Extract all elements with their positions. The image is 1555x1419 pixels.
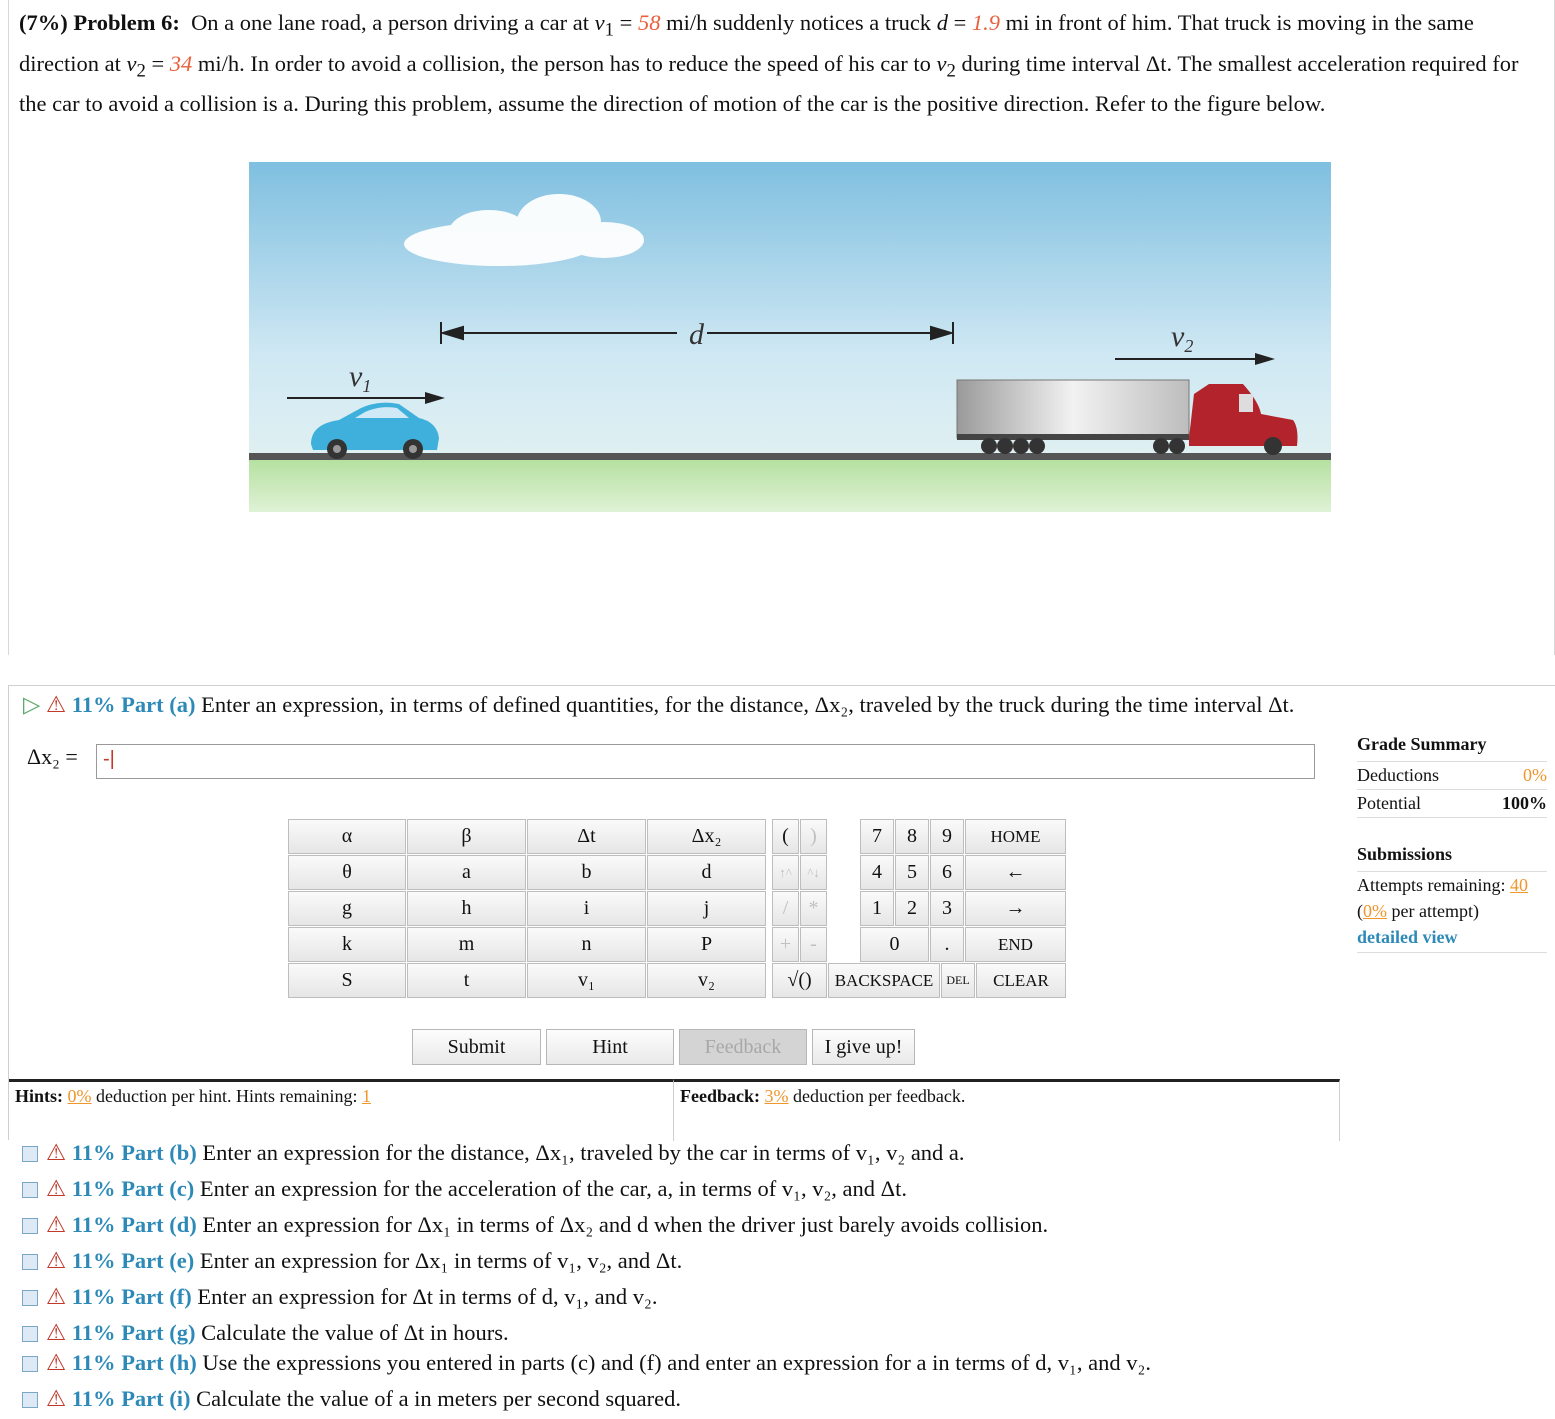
hints-remaining: 1 xyxy=(361,1086,371,1106)
feedback-button[interactable]: Feedback xyxy=(679,1029,807,1065)
submissions-title: Submissions xyxy=(1357,844,1547,872)
key-4[interactable]: 4 xyxy=(860,855,894,890)
key-3[interactable]: 3 xyxy=(930,891,964,926)
v2-value: 34 xyxy=(169,50,193,76)
key-v1[interactable]: v₁ xyxy=(527,963,646,998)
hints-text: deduction per hint. Hints remaining: xyxy=(96,1086,358,1106)
warning-icon: ⚠ xyxy=(46,1140,67,1165)
hints-label: Hints: xyxy=(15,1086,64,1106)
deductions-row xyxy=(1357,762,1547,790)
potential-value: 100% xyxy=(1502,793,1547,813)
part-i-text: Calculate the value of a in meters per second squared. xyxy=(196,1386,681,1411)
key-sqrt[interactable]: √() xyxy=(772,963,827,998)
key-2[interactable]: 2 xyxy=(895,891,929,926)
part-f-row[interactable]: ⚠ 11% Part (f) Enter an expression for Δt in terms of d, v₁, and v₂. xyxy=(22,1284,657,1310)
key-alpha[interactable]: α xyxy=(288,819,406,854)
part-a-label: Part (a) xyxy=(121,692,196,717)
key-right-arrow[interactable]: → xyxy=(965,891,1066,926)
key-beta[interactable]: β xyxy=(407,819,526,854)
collapsed-icon[interactable] xyxy=(22,1326,38,1342)
feedback-box xyxy=(674,1079,1340,1141)
deductions-label: Deductions xyxy=(1357,765,1439,785)
grade-summary-title: Grade Summary xyxy=(1357,734,1547,762)
submissions-info: Attempts remaining: 40 (0% per attempt) detailed view xyxy=(1357,872,1547,953)
warning-icon: ⚠ xyxy=(46,1248,67,1273)
feedback-percent: 3% xyxy=(764,1086,789,1106)
part-a-header[interactable] xyxy=(23,692,1294,718)
key-S[interactable]: S xyxy=(288,963,406,998)
part-a-percent: 11% xyxy=(71,692,116,717)
d-value: 1.9 xyxy=(971,10,1001,35)
key-divide[interactable]: / xyxy=(772,891,799,926)
key-g[interactable]: g xyxy=(288,891,406,926)
key-h[interactable]: h xyxy=(407,891,526,926)
part-c-text: Enter an expression for the acceleration of the car, a, in terms of v₁, v₂, and Δt. xyxy=(199,1176,908,1201)
part-f-text: Enter an expression for Δt in terms of d, v₁, and v₂. xyxy=(197,1284,658,1309)
v1-value: 58 xyxy=(637,10,661,35)
part-c-row[interactable]: ⚠ 11% Part (c) Enter an expression for the acceleration of the car, a, in terms of v₁, v₂, and Δt. xyxy=(22,1176,907,1202)
key-del[interactable]: DEL xyxy=(941,963,975,998)
key-j[interactable]: j xyxy=(647,891,766,926)
key-decimal[interactable]: . xyxy=(930,927,964,962)
key-left-arrow[interactable]: ← xyxy=(965,855,1066,890)
problem-panel xyxy=(8,0,1555,655)
key-1[interactable]: 1 xyxy=(860,891,894,926)
hints-percent: 0% xyxy=(67,1086,92,1106)
key-m[interactable]: m xyxy=(407,927,526,962)
detailed-view-link[interactable]: detailed view xyxy=(1357,927,1458,947)
part-i-row[interactable]: ⚠ 11% Part (i) Calculate the value of a in meters per second squared. xyxy=(22,1386,681,1412)
part-a-panel xyxy=(8,685,1555,1140)
problem-text-intro: On a one lane road, a person driving a car at xyxy=(191,10,590,35)
key-n[interactable]: n xyxy=(527,927,646,962)
key-t[interactable]: t xyxy=(407,963,526,998)
key-8[interactable]: 8 xyxy=(895,819,929,854)
collapsed-icon[interactable] xyxy=(22,1392,38,1408)
key-a[interactable]: a xyxy=(407,855,526,890)
deductions-value: 0% xyxy=(1523,765,1547,785)
part-a-question: Enter an expression, in terms of defined quantities, for the distance, Δx₂, traveled by the truck during the time interval Δt. xyxy=(201,692,1295,717)
expand-arrow-icon[interactable]: ▷ xyxy=(23,692,41,717)
part-d-text: Enter an expression for Δx₁ in terms of Δx₂ and d when the driver just barely avoids collision. xyxy=(202,1212,1049,1237)
part-g-row[interactable]: ⚠ 11% Part (g) Calculate the value of Δt in hours. xyxy=(22,1320,509,1346)
part-b-row[interactable]: ⚠ 11% Part (b) Enter an expression for the distance, Δx₁, traveled by the car in terms of v₁, v₂ and a. xyxy=(22,1140,965,1166)
feedback-label: Feedback: xyxy=(680,1086,760,1106)
v1-unit-text: mi/h suddenly notices a truck xyxy=(666,10,932,35)
key-home[interactable]: HOME xyxy=(965,819,1066,854)
part-g-text: Calculate the value of Δt in hours. xyxy=(201,1320,509,1345)
collapsed-icon[interactable] xyxy=(22,1356,38,1372)
key-end[interactable]: END xyxy=(965,927,1066,962)
warning-icon: ⚠ xyxy=(46,1350,67,1375)
hint-button[interactable]: Hint xyxy=(546,1029,674,1065)
attempts-label: Attempts remaining: xyxy=(1357,875,1506,895)
key-d[interactable]: d xyxy=(647,855,766,890)
potential-row xyxy=(1357,790,1547,818)
v1-label-sub: 1 xyxy=(362,376,372,396)
warning-icon: ⚠ xyxy=(46,1320,67,1345)
grade-summary xyxy=(1357,734,1547,953)
part-e-text: Enter an expression for Δx₁ in terms of v₁, v₂, and Δt. xyxy=(199,1248,683,1273)
answer-label: Δx₂ = xyxy=(27,744,78,769)
collapsed-icon[interactable] xyxy=(22,1218,38,1234)
key-9[interactable]: 9 xyxy=(930,819,964,854)
give-up-button[interactable]: I give up! xyxy=(812,1029,915,1065)
key-k[interactable]: k xyxy=(288,927,406,962)
answer-input[interactable] xyxy=(96,744,1315,779)
key-7[interactable]: 7 xyxy=(860,819,894,854)
warning-icon: ⚠ xyxy=(46,1284,67,1309)
warning-icon: ⚠ xyxy=(46,1386,67,1411)
key-multiply[interactable]: * xyxy=(800,891,827,926)
key-6[interactable]: 6 xyxy=(930,855,964,890)
key-backspace[interactable]: BACKSPACE xyxy=(828,963,940,998)
per-attempt-text: per attempt) xyxy=(1391,901,1479,921)
part-h-row[interactable]: ⚠ 11% Part (h) Use the expressions you entered in parts (c) and (f) and enter an expression for a in terms of d, v₁, and v₂. xyxy=(22,1350,1151,1376)
v1-label: v xyxy=(349,360,363,393)
key-v2[interactable]: v₂ xyxy=(647,963,766,998)
key-b[interactable]: b xyxy=(527,855,646,890)
warning-icon: ⚠ xyxy=(46,1176,67,1201)
potential-label: Potential xyxy=(1357,793,1421,813)
key-0[interactable]: 0 xyxy=(860,927,929,962)
collapsed-icon[interactable] xyxy=(22,1254,38,1270)
key-P[interactable]: P xyxy=(647,927,766,962)
key-delta-t[interactable]: Δt xyxy=(527,819,646,854)
warning-icon: ⚠ xyxy=(46,1212,67,1237)
problem-title: Problem 6: xyxy=(73,10,180,35)
collapsed-icon[interactable] xyxy=(22,1146,38,1162)
part-h-text: Use the expressions you entered in parts (c) and (f) and enter an expression for a in terms of d, v₁, and v₂. xyxy=(202,1350,1151,1375)
collapsed-icon[interactable] xyxy=(22,1290,38,1306)
problem-figure xyxy=(249,162,1331,512)
keypad xyxy=(288,819,1066,1002)
d-unit-text: mi in front of him. That truck is moving in the same direction at xyxy=(19,10,1474,76)
part-b-text: Enter an expression for the distance, Δx₁, traveled by the car in terms of v₁, v₂ and a. xyxy=(202,1140,965,1165)
collapsed-icon[interactable] xyxy=(22,1182,38,1198)
key-down-power[interactable]: ^↓ xyxy=(800,855,827,890)
part-d-row[interactable]: ⚠ 11% Part (d) Enter an expression for Δx₁ in terms of Δx₂ and d when the driver just barely avoids collision. xyxy=(22,1212,1048,1238)
problem-statement: (7%) Problem 6: On a one lane road, a person driving a car at $v_1 = 58$ mi/h suddenly notices a truck d = 1.9 mi in front of him. That truck is moving in the same direction at $v_2 = 34$ mi/h. In order to avoid a collision, the person has to reduce the speed of his car to $v_2$ during time interval Δt. The smallest acceleration required for the car to avoid a collision is a. During this problem, assume the direction of motion of the car is the positive direction. Refer to the figure below. xyxy=(19,10,1519,116)
key-clear[interactable]: CLEAR xyxy=(976,963,1066,998)
key-minus[interactable]: - xyxy=(800,927,827,962)
per-attempt-value: 0% xyxy=(1363,901,1387,921)
key-theta[interactable]: θ xyxy=(288,855,406,890)
feedback-text: deduction per feedback. xyxy=(793,1086,966,1106)
hints-box xyxy=(9,1079,674,1141)
key-i[interactable]: i xyxy=(527,891,646,926)
distance-label: d xyxy=(689,318,704,351)
key-up-power[interactable]: ↑^ xyxy=(772,855,799,890)
v2-label: v xyxy=(1171,320,1185,353)
key-close-paren[interactable]: ) xyxy=(800,819,827,854)
problem-text-end: during time interval Δt. The smallest acceleration required for the car to avoid a collision is a. During this problem, assume the direction of motion of the car is the positive direction. Refer to the figure below. xyxy=(19,50,1519,116)
answer-value: -| xyxy=(103,748,115,770)
v2-unit-text: mi/h. In order to avoid a collision, the person has to reduce the speed of his car to xyxy=(197,50,931,76)
warning-icon: ⚠ xyxy=(45,692,67,717)
attempts-value: 40 xyxy=(1509,875,1528,895)
v1-symbol: v xyxy=(594,10,605,35)
key-plus[interactable]: + xyxy=(772,927,799,962)
key-delta-x2[interactable]: Δx₂ xyxy=(647,819,766,854)
part-e-row[interactable]: ⚠ 11% Part (e) Enter an expression for Δx₁ in terms of v₁, v₂, and Δt. xyxy=(22,1248,682,1274)
key-open-paren[interactable]: ( xyxy=(772,819,799,854)
submit-button[interactable]: Submit xyxy=(412,1029,541,1065)
problem-weight: (7%) xyxy=(19,10,68,35)
key-5[interactable]: 5 xyxy=(895,855,929,890)
v2-label-sub: 2 xyxy=(1184,336,1194,356)
